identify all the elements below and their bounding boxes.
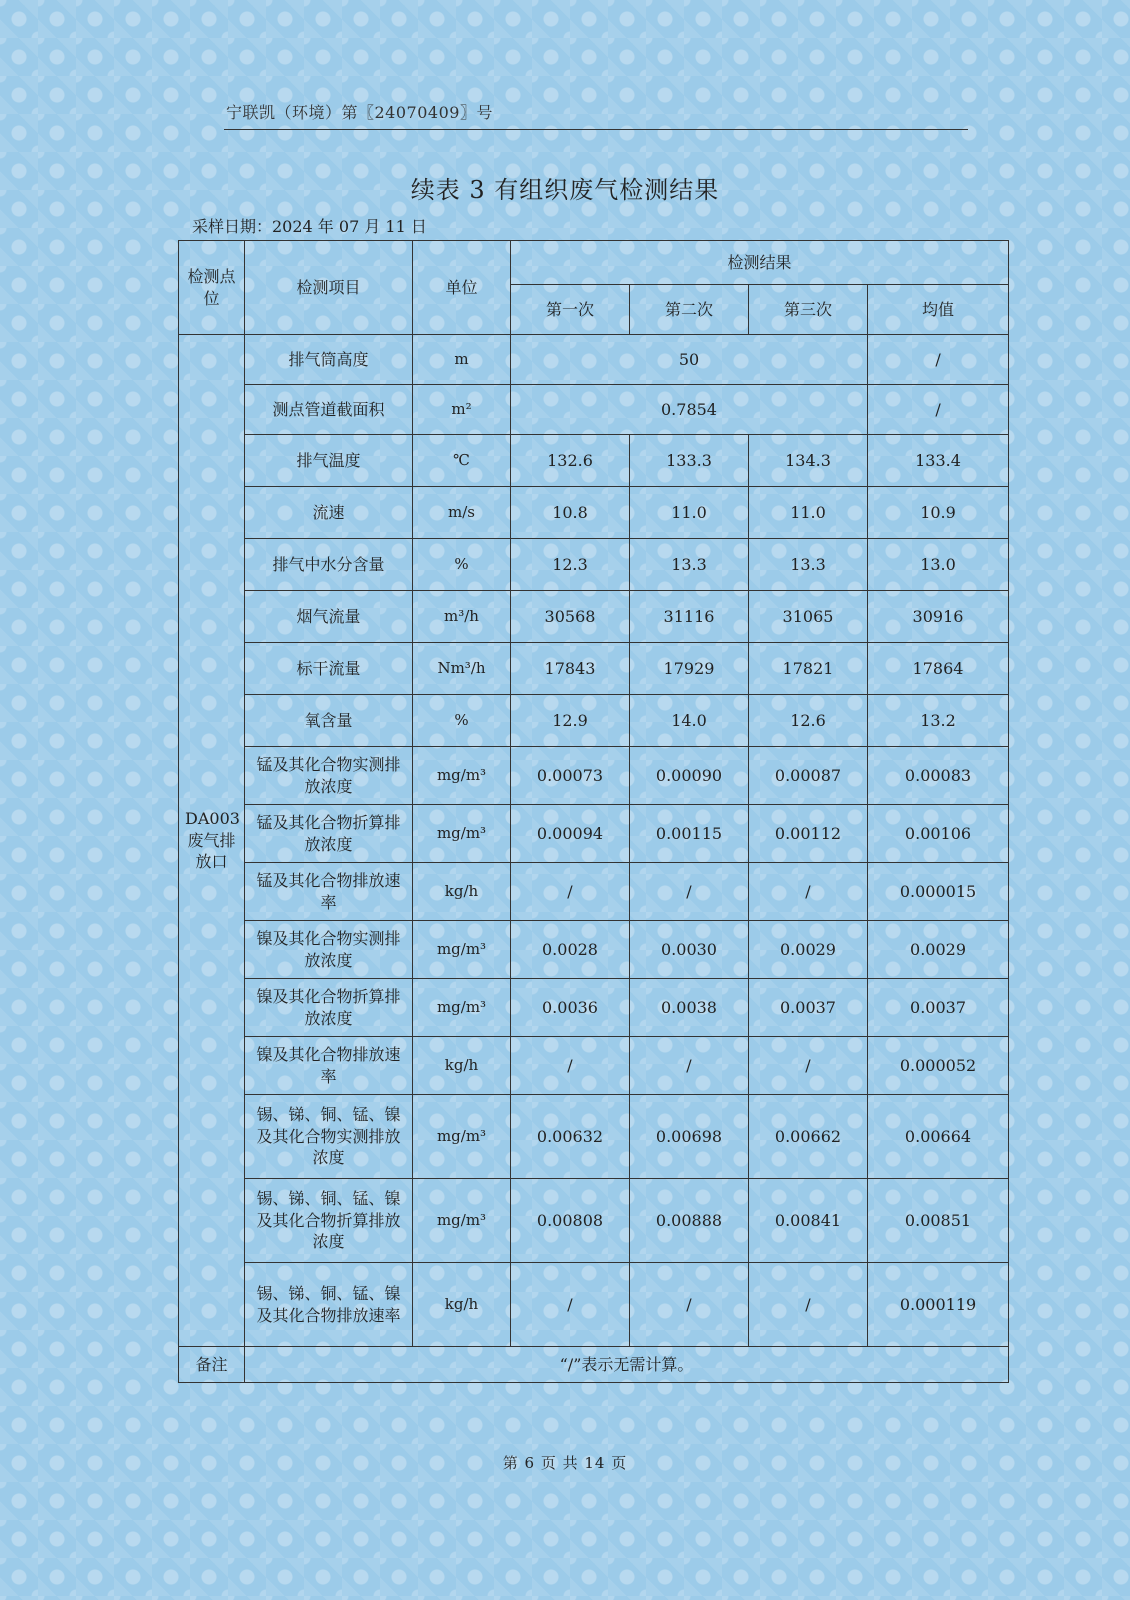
document-title: 续表 3 有组织废气检测结果 xyxy=(410,176,720,204)
remark-text: “/”表示无需计算。 xyxy=(245,1347,1009,1383)
value-mean: 10.9 xyxy=(868,487,1009,539)
item-name: 排气筒高度 xyxy=(245,335,413,385)
remark-label: 备注 xyxy=(179,1347,245,1383)
value-second: 0.0030 xyxy=(630,921,749,979)
value-second: 0.00698 xyxy=(630,1095,749,1179)
unit-cell: mg/m³ xyxy=(413,1095,511,1179)
results-table xyxy=(178,240,1009,1383)
unit-cell: mg/m³ xyxy=(413,747,511,805)
value-second: / xyxy=(630,1263,749,1347)
value-third: 13.3 xyxy=(749,539,868,591)
value-third: 17821 xyxy=(749,643,868,695)
table-row xyxy=(179,435,1009,487)
table-row xyxy=(179,539,1009,591)
value-third: 11.0 xyxy=(749,487,868,539)
value-third: 0.0029 xyxy=(749,921,868,979)
table-row xyxy=(179,1263,1009,1347)
value-mean: 0.00664 xyxy=(868,1095,1009,1179)
value-third: / xyxy=(749,863,868,921)
value-third: / xyxy=(749,1037,868,1095)
sampling-point: DA003废气排放口 xyxy=(179,335,245,1347)
unit-cell: mg/m³ xyxy=(413,805,511,863)
table-row xyxy=(179,643,1009,695)
value-mean: / xyxy=(868,335,1009,385)
table-row xyxy=(179,863,1009,921)
value-mean: 17864 xyxy=(868,643,1009,695)
item-name: 镍及其化合物实测排放浓度 xyxy=(245,921,413,979)
unit-cell: mg/m³ xyxy=(413,979,511,1037)
value-first: 0.00808 xyxy=(511,1179,630,1263)
value-first: 0.0036 xyxy=(511,979,630,1037)
table-row xyxy=(179,1037,1009,1095)
value-third: / xyxy=(749,1263,868,1347)
item-name: 氧含量 xyxy=(245,695,413,747)
table-row xyxy=(179,487,1009,539)
value-first: 132.6 xyxy=(511,435,630,487)
table-row xyxy=(179,979,1009,1037)
value-first: 30568 xyxy=(511,591,630,643)
header-results: 检测结果 xyxy=(511,241,1009,285)
value-second: 13.3 xyxy=(630,539,749,591)
sampling-date: 采样日期：2024 年 07 月 11 日 xyxy=(192,217,427,236)
value-first: 0.0028 xyxy=(511,921,630,979)
item-name: 流速 xyxy=(245,487,413,539)
item-name: 镍及其化合物折算排放浓度 xyxy=(245,979,413,1037)
table-row xyxy=(179,921,1009,979)
item-name: 排气温度 xyxy=(245,435,413,487)
unit-cell: % xyxy=(413,539,511,591)
value-mean: 0.0029 xyxy=(868,921,1009,979)
value-second: 0.00888 xyxy=(630,1179,749,1263)
value-third: 0.00087 xyxy=(749,747,868,805)
value-first: 10.8 xyxy=(511,487,630,539)
table-row xyxy=(179,747,1009,805)
item-name: 锰及其化合物实测排放浓度 xyxy=(245,747,413,805)
value-mean: 0.00851 xyxy=(868,1179,1009,1263)
item-name: 锰及其化合物排放速率 xyxy=(245,863,413,921)
unit-cell: Nm³/h xyxy=(413,643,511,695)
value-third: 0.00662 xyxy=(749,1095,868,1179)
item-name: 标干流量 xyxy=(245,643,413,695)
table-row xyxy=(179,1095,1009,1179)
unit-cell: m³/h xyxy=(413,591,511,643)
header-unit: 单位 xyxy=(413,241,511,335)
item-name: 测点管道截面积 xyxy=(245,385,413,435)
value-third: 0.00841 xyxy=(749,1179,868,1263)
item-name: 排气中水分含量 xyxy=(245,539,413,591)
header-item: 检测项目 xyxy=(245,241,413,335)
unit-cell: m xyxy=(413,335,511,385)
value-mean: 0.000015 xyxy=(868,863,1009,921)
item-name: 锰及其化合物折算排放浓度 xyxy=(245,805,413,863)
value-mean: 0.000119 xyxy=(868,1263,1009,1347)
value-first: 0.00094 xyxy=(511,805,630,863)
value-first: 0.00632 xyxy=(511,1095,630,1179)
table-row xyxy=(179,591,1009,643)
header-mean: 均值 xyxy=(868,285,1009,335)
value-second: 14.0 xyxy=(630,695,749,747)
unit-cell: kg/h xyxy=(413,863,511,921)
value-second: 17929 xyxy=(630,643,749,695)
unit-cell: kg/h xyxy=(413,1263,511,1347)
table-row xyxy=(179,805,1009,863)
table-row xyxy=(179,335,1009,385)
value-second: / xyxy=(630,1037,749,1095)
value-mean: / xyxy=(868,385,1009,435)
value-first: 0.00073 xyxy=(511,747,630,805)
value-second: 133.3 xyxy=(630,435,749,487)
unit-cell: m/s xyxy=(413,487,511,539)
header-rule xyxy=(224,129,968,130)
header-third: 第三次 xyxy=(749,285,868,335)
table-row xyxy=(179,385,1009,435)
value-first: / xyxy=(511,1263,630,1347)
unit-cell: mg/m³ xyxy=(413,921,511,979)
value-first: 17843 xyxy=(511,643,630,695)
value-first: / xyxy=(511,1037,630,1095)
value-second: 0.00115 xyxy=(630,805,749,863)
unit-cell: m² xyxy=(413,385,511,435)
value-first: 12.3 xyxy=(511,539,630,591)
page-number: 第 6 页 共 14 页 xyxy=(502,1454,628,1472)
unit-cell: % xyxy=(413,695,511,747)
value-mean: 13.0 xyxy=(868,539,1009,591)
header-first: 第一次 xyxy=(511,285,630,335)
value-mean: 0.00106 xyxy=(868,805,1009,863)
value-mean: 0.00083 xyxy=(868,747,1009,805)
value-third: 0.0037 xyxy=(749,979,868,1037)
table-row xyxy=(179,1179,1009,1263)
value-second: / xyxy=(630,863,749,921)
value-third: 0.00112 xyxy=(749,805,868,863)
value-second: 11.0 xyxy=(630,487,749,539)
value-third: 31065 xyxy=(749,591,868,643)
item-name: 镍及其化合物排放速率 xyxy=(245,1037,413,1095)
value-third: 12.6 xyxy=(749,695,868,747)
value-mean: 133.4 xyxy=(868,435,1009,487)
value-first: 12.9 xyxy=(511,695,630,747)
value-mean: 0.000052 xyxy=(868,1037,1009,1095)
value-second: 0.00090 xyxy=(630,747,749,805)
header-point: 检测点位 xyxy=(179,241,245,335)
merged-value: 50 xyxy=(511,335,868,385)
item-name: 锡、锑、铜、锰、镍及其化合物折算排放浓度 xyxy=(245,1179,413,1263)
value-second: 0.0038 xyxy=(630,979,749,1037)
item-name: 锡、锑、铜、锰、镍及其化合物实测排放浓度 xyxy=(245,1095,413,1179)
value-mean: 30916 xyxy=(868,591,1009,643)
merged-value: 0.7854 xyxy=(511,385,868,435)
value-first: / xyxy=(511,863,630,921)
value-third: 134.3 xyxy=(749,435,868,487)
value-mean: 13.2 xyxy=(868,695,1009,747)
value-second: 31116 xyxy=(630,591,749,643)
table-row xyxy=(179,695,1009,747)
unit-cell: kg/h xyxy=(413,1037,511,1095)
header-second: 第二次 xyxy=(630,285,749,335)
unit-cell: ℃ xyxy=(413,435,511,487)
item-name: 锡、锑、铜、锰、镍及其化合物排放速率 xyxy=(245,1263,413,1347)
value-mean: 0.0037 xyxy=(868,979,1009,1037)
report-reference: 宁联凯（环境）第〖24070409〗号 xyxy=(226,103,493,122)
unit-cell: mg/m³ xyxy=(413,1179,511,1263)
item-name: 烟气流量 xyxy=(245,591,413,643)
